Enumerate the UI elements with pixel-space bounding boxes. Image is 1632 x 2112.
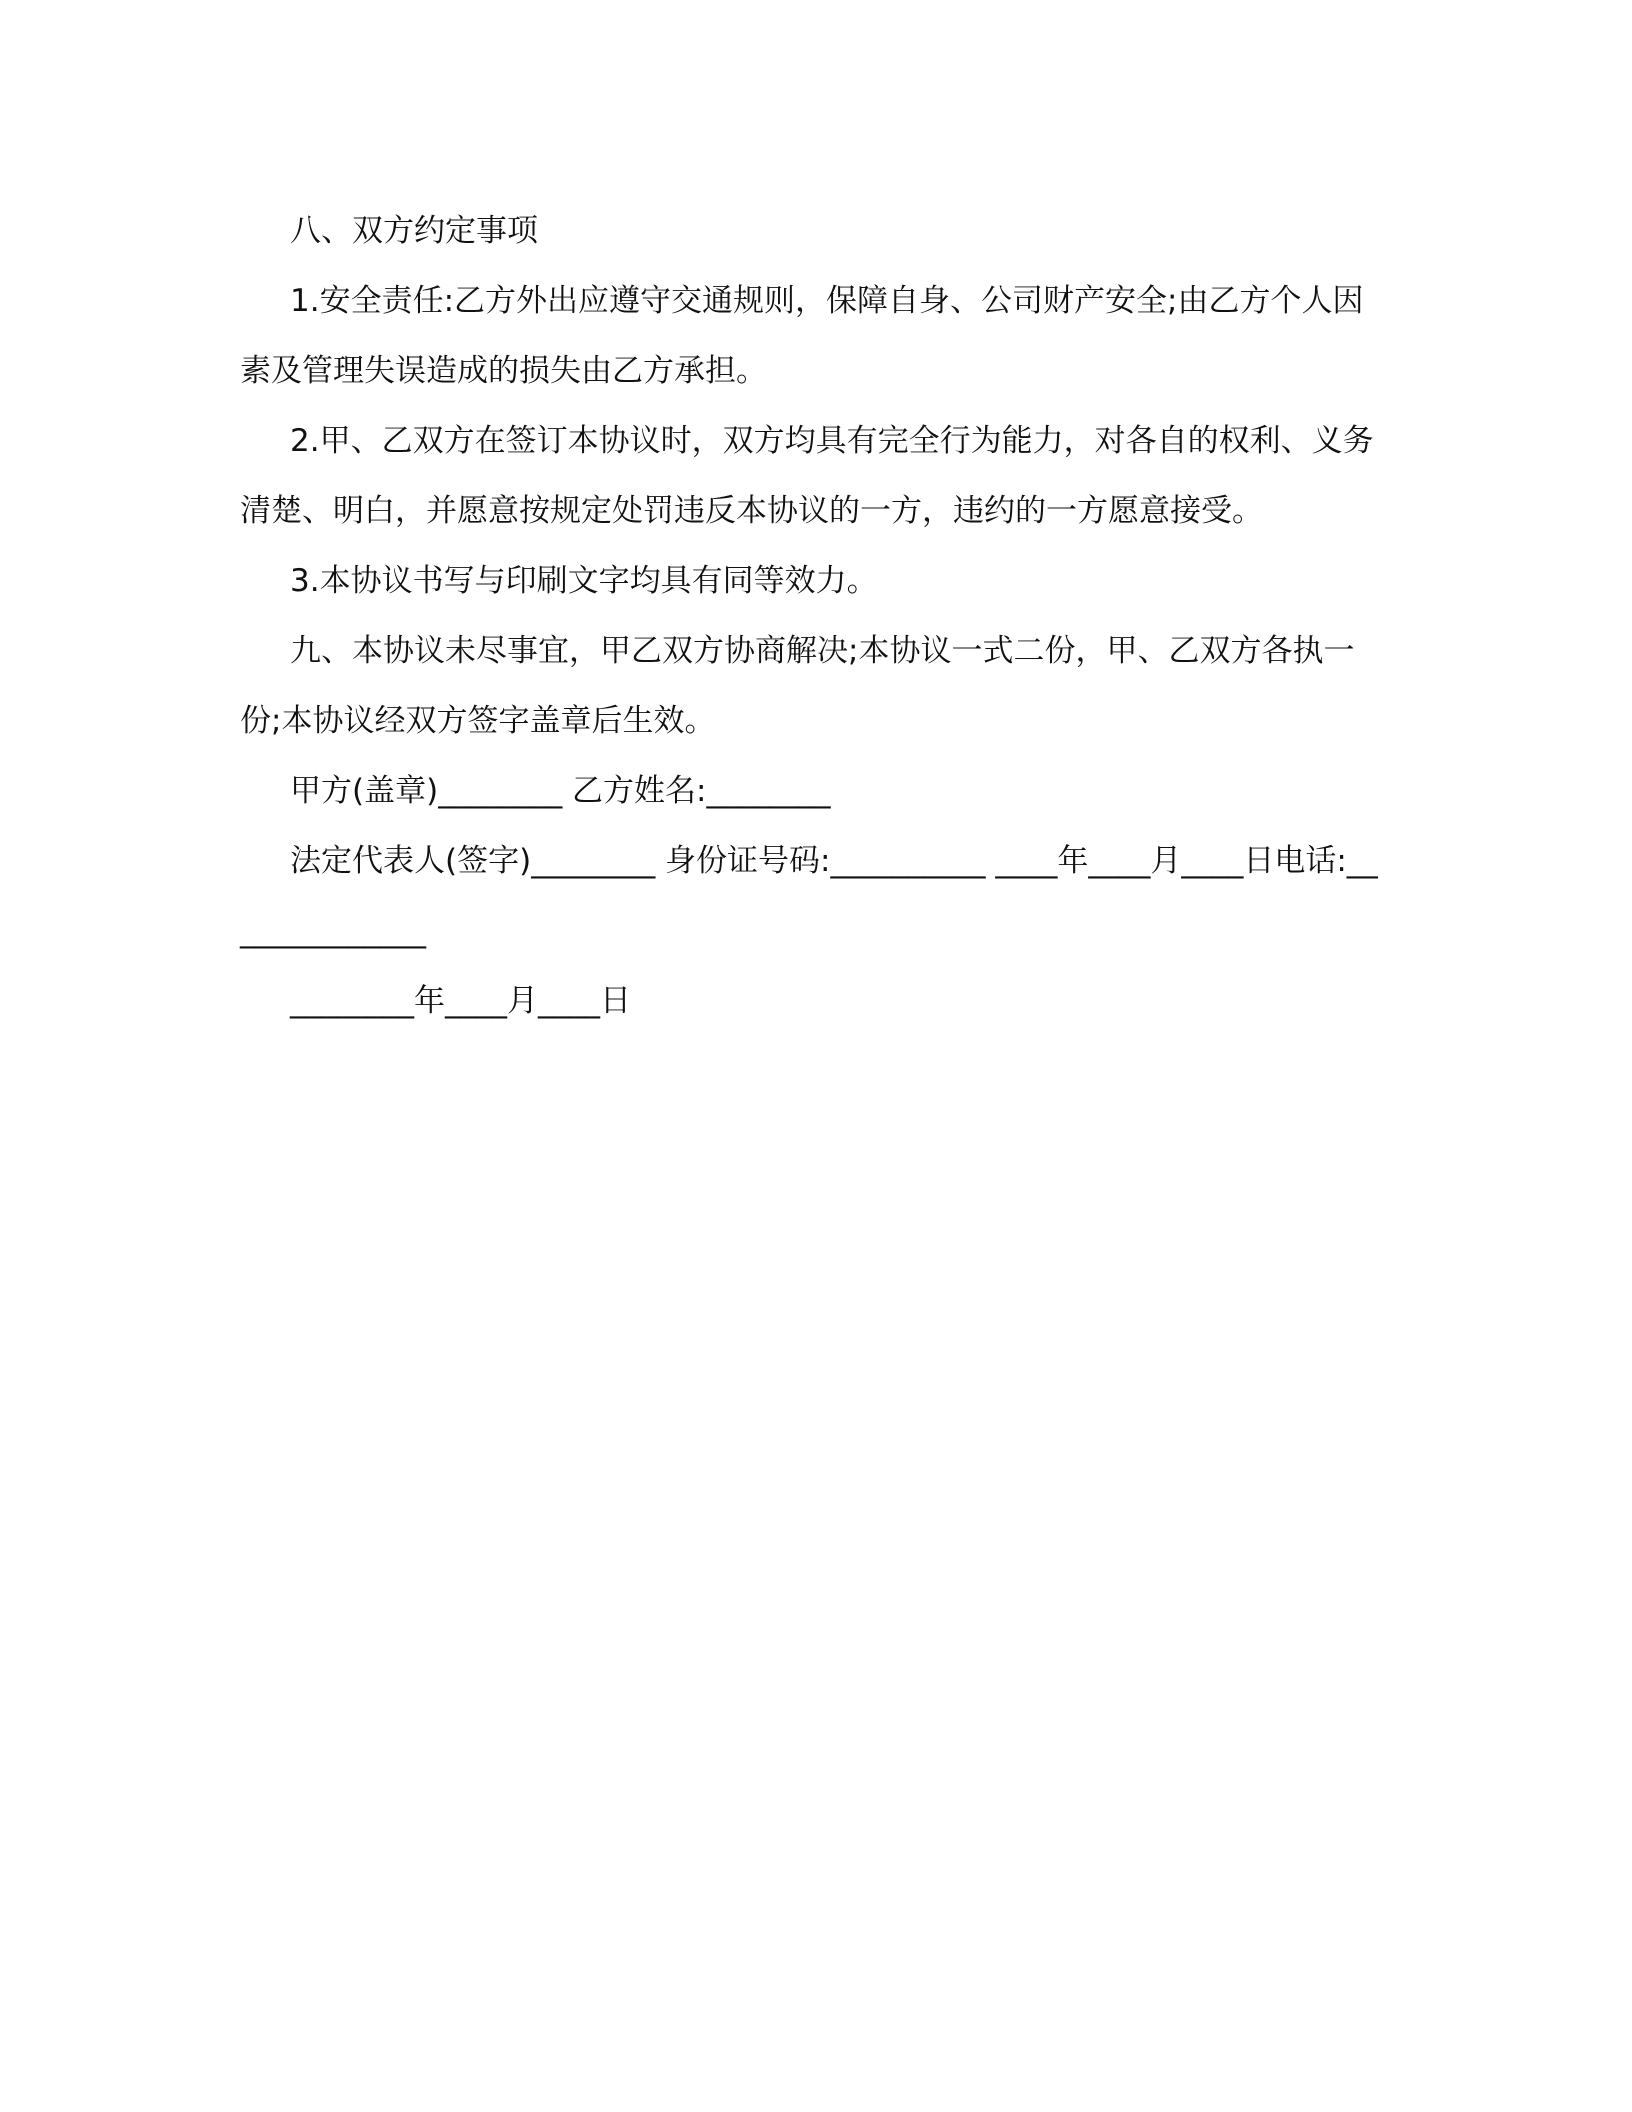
signature-line-parties: 甲方(盖章)________ 乙方姓名:________ [290,773,831,809]
section-8-heading: 八、双方约定事项 [290,213,538,249]
document-body [240,196,1390,1036]
signature-line-representative: 法定代表人(签字)________ 身份证号码:__________ ____年____月____日电话:______________ [240,843,1378,949]
clause-safety-responsibility: 1.安全责任:乙方外出应遵守交通规则，保障自身、公司财产安全;由乙方个人因素及管理失误造成的损失由乙方承担。 [240,283,1364,389]
clause-capacity: 2.甲、乙双方在签订本协议时，双方均具有完全行为能力，对各自的权利、义务清楚、明白，并愿意按规定处罚违反本协议的一方，违约的一方愿意接受。 [240,423,1374,529]
clause-equal-validity: 3.本协议书写与印刷文字均具有同等效力。 [290,563,878,599]
signature-date-line: ________年____月____日 [290,983,631,1019]
section-9-paragraph: 九、本协议未尽事宜，甲乙双方协商解决;本协议一式二份，甲、乙双方各执一份;本协议经双方签字盖章后生效。 [240,633,1355,739]
